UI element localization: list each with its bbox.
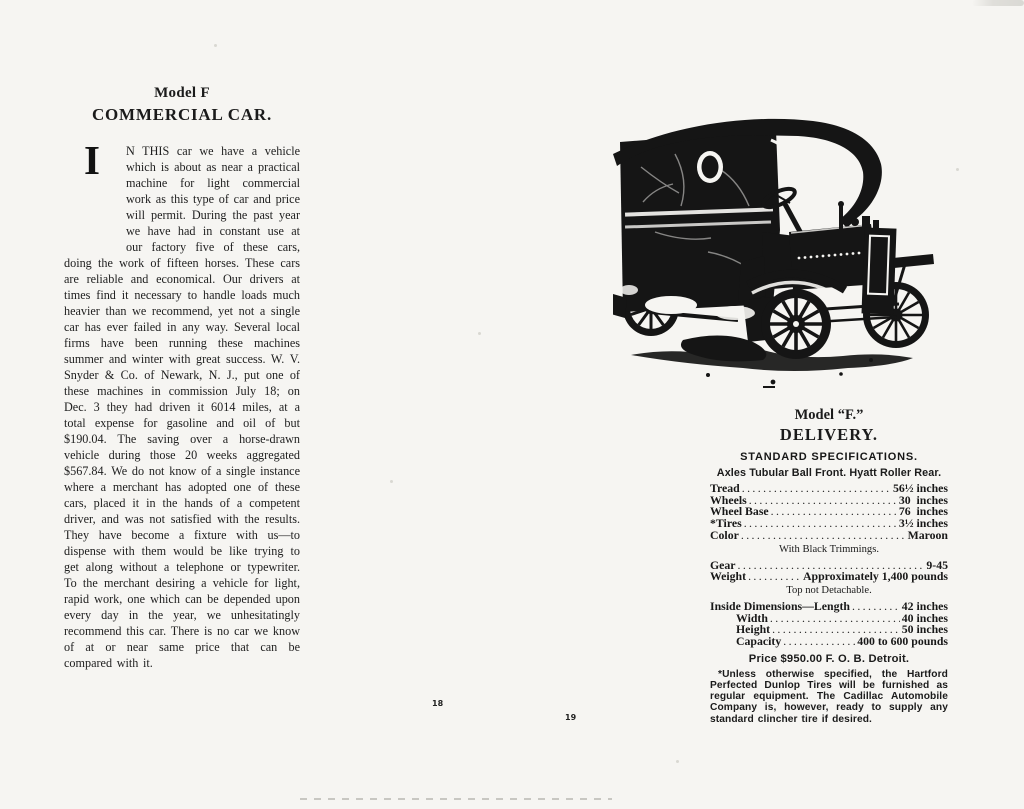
dotted-leader [749, 495, 897, 507]
paper-speck [478, 332, 481, 335]
spec-row-color: Color ..... Maroon [710, 530, 948, 542]
spec-row-length: Inside Dimensions—Length ..... 42 inches [710, 601, 948, 613]
spec-table-secondary [710, 557, 948, 584]
paper-speck [956, 168, 959, 171]
specifications-heading: STANDARD SPECIFICATIONS. [740, 451, 918, 463]
dotted-leader [783, 636, 855, 648]
control-levers [839, 206, 843, 230]
left-page-subtitle: Model F [154, 85, 210, 101]
right-page [710, 408, 948, 725]
dotted-leader [744, 518, 897, 530]
axles-line: Axles Tubular Ball Front. Hyatt Roller Rear. [716, 467, 942, 479]
dotted-leader [770, 613, 900, 625]
top-note: Top not Detachable. [786, 584, 872, 596]
front-spring [893, 254, 934, 268]
price-line: Price $950.00 F. O. B. Detroit. [748, 652, 910, 665]
spec-table-primary [710, 483, 948, 542]
spec-row-capacity: Capacity ..... 400 to 600 pounds [710, 636, 948, 648]
spec-row-tires: *Tires ..... 3½ inches [710, 518, 948, 530]
body-paragraph [64, 137, 300, 671]
right-page-subtitle: Model “F.” [794, 407, 864, 423]
model-f-delivery-truck-illustration [613, 112, 935, 398]
cargo-box [613, 130, 784, 342]
front-wheel [761, 289, 831, 359]
spec-row-width: Width ..... 40 inches [710, 613, 948, 625]
dotted-leader [748, 571, 801, 583]
paper-speck [390, 480, 393, 483]
dotted-leader [741, 530, 906, 542]
body-paragraph-text: N THIS car we have a vehicle which is about as near a practical machine for light commercial work as this type of car and price will permit. During the past year we have had in constant use at our factory five of these cars, doing the work of fifteen horses. These cars are reliable and economical. Our drivers at times find it necessary to handle loads much heavier than we recommend, yet not a single car has ever failed in any way. Several local firms have been running these machines summer and winter with great success. W. V. Snyder & Co. of Newark, N. J., put one of these machines in commission July 18; on Dec. 3 they had driven it 6014 miles, at a total expense for gasoline and oil of but $190.04. The saving over a horse-drawn vehicle during those 20 weeks aggregated $567.84. We do not know of a single instance where a merchant has adopted one of these cars, placed it in the hands of a competent driver, and was not satisfied with the results. They have become a fixture with us—to dispense with them would be like trying to get along without a telephone or typewriter. To the merchant desiring a vehicle for light, rapid work, one which can be depended upon every day in the year, we unhesitatingly recommend this car. There is no car we know of at or near same price that can be compared with it. [64, 144, 300, 670]
spec-row-wheels: Wheels ..... 30 inches [710, 495, 948, 507]
scan-smudge [972, 0, 1024, 6]
porthole-window [789, 152, 810, 173]
left-page-title: COMMERCIAL CAR. [91, 105, 273, 124]
dotted-leader [742, 483, 891, 495]
trimmings-note: With Black Trimmings. [779, 543, 879, 555]
spec-row-weight: Weight ..... Approximately 1,400 pounds [710, 571, 948, 583]
spec-table-dimensions [710, 598, 948, 649]
right-page-title: DELIVERY. [779, 425, 879, 444]
drop-cap-letter: I [84, 137, 100, 183]
dotted-leader [852, 601, 900, 613]
paper-speck [214, 44, 217, 47]
spec-row-gear: Gear ..... 9-45 [710, 560, 948, 572]
page-number-left: 18 [432, 699, 444, 708]
spec-row-height: Height ..... 50 inches [710, 624, 948, 636]
spec-row-tread: Tread ..... 56½ inches [710, 483, 948, 495]
delivery-truck-engraving [613, 112, 935, 398]
dotted-leader [771, 506, 897, 518]
page-number-right: 19 [565, 713, 577, 722]
spec-row-wheel-base: Wheel Base ..... 76 inches [710, 506, 948, 518]
page-fold-dashed-line [300, 798, 612, 800]
drop-cap-box [64, 137, 126, 255]
left-page [64, 86, 300, 671]
paper-speck [676, 760, 679, 763]
tires-footnote: *Unless otherwise specified, the Hartford Perfected Dunlop Tires will be furnished as regular equipment. The Cadillac Automobile Company is, however, ready to supply any standard clincher tire if desired. [710, 668, 948, 725]
